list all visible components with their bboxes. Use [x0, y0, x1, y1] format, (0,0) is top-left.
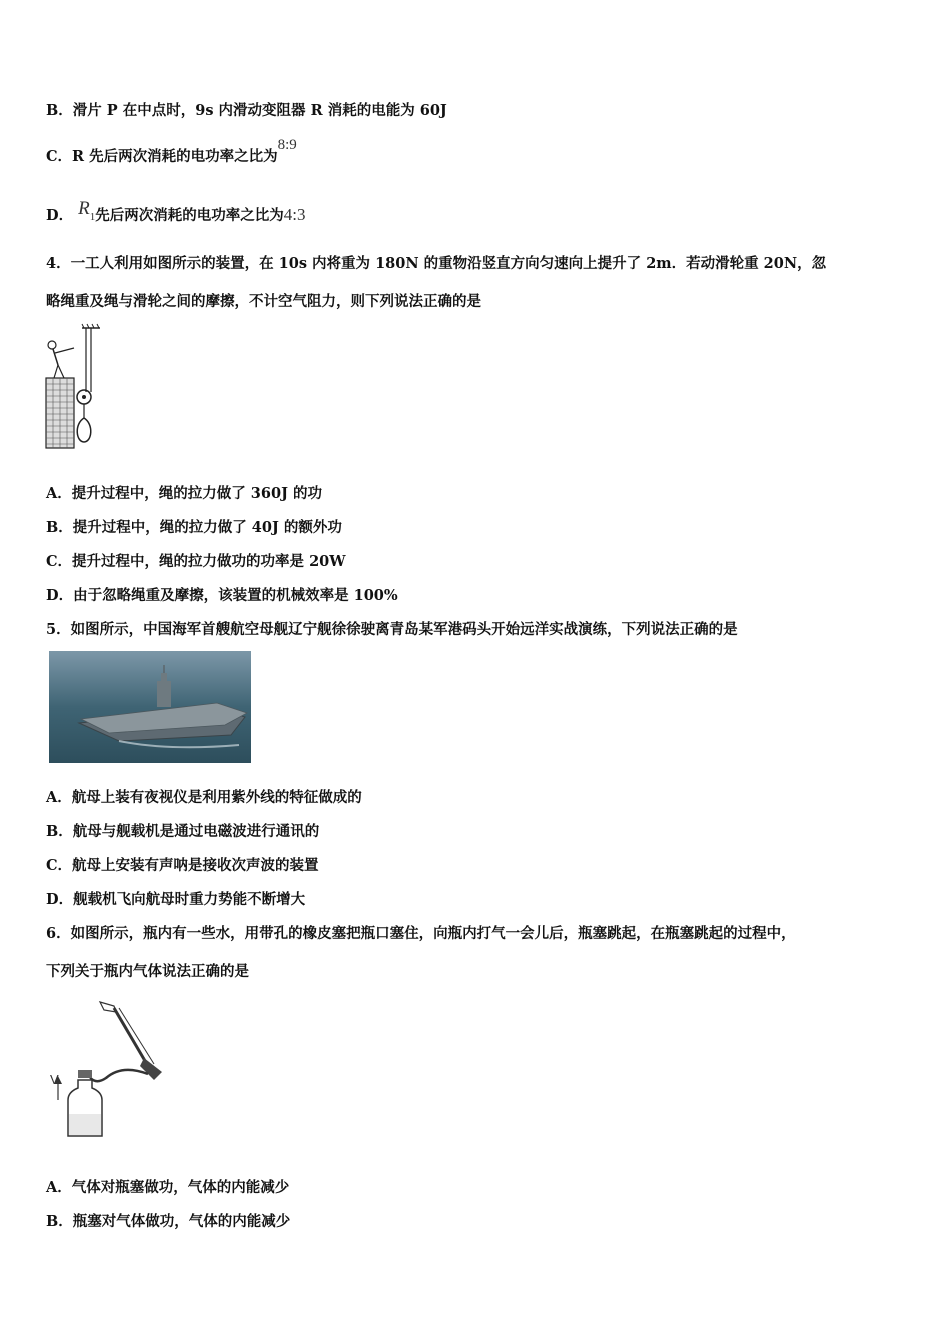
q5-option-c: C．航母上安装有声呐是接收次声波的装置: [46, 857, 319, 874]
velocity-label: V: [50, 1072, 59, 1087]
q5-option-d: D．舰载机飞向航母时重力势能不断增大: [46, 891, 306, 908]
q3-option-d-symbol: R: [78, 198, 90, 219]
q4-option-b: B．提升过程中，绳的拉力做了 40J 的额外功: [46, 519, 342, 536]
bottle-pump-figure: [44, 996, 170, 1144]
q3-option-b: B．滑片 P 在中点时，9s 内滑动变阻器 R 消耗的电能为 60J: [46, 102, 447, 119]
q4-option-d: D．由于忽略绳重及摩擦，该装置的机械效率是 100%: [46, 587, 398, 604]
q4-option-a: A．提升过程中，绳的拉力做了 360J 的功: [46, 485, 322, 502]
q3-option-d-ratio: 4:3: [283, 205, 306, 224]
q3-option-d-subscript: 1: [89, 211, 96, 223]
q4-stem-line2: 略绳重及绳与滑轮之间的摩擦，不计空气阻力，则下列说法正确的是: [46, 293, 481, 310]
q5-option-a: A．航母上装有夜视仪是利用紫外线的特征做成的: [46, 789, 362, 806]
q4-stem-line1: 4．一工人利用如图所示的装置，在 10s 内将重为 180N 的重物沿竖直方向匀速向上提升了 2m．若动滑轮重 20N，忽: [46, 255, 827, 272]
q4-option-c: C．提升过程中，绳的拉力做功的功率是 20W: [46, 553, 346, 570]
q6-stem-line1: 6．如图所示，瓶内有一些水，用带孔的橡皮塞把瓶口塞住，向瓶内打气一会儿后，瓶塞跳起，在瓶塞跳起的过程中，: [46, 925, 796, 942]
q5-stem: 5．如图所示，中国海军首艘航空母舰辽宁舰徐徐驶离青岛某军港码头开始远洋实战演练，下列说法正确的是: [46, 621, 738, 638]
aircraft-carrier-photo: [49, 651, 251, 763]
q6-option-a: A．气体对瓶塞做功，气体的内能减少: [46, 1179, 290, 1196]
q3-option-d-prefix: D．: [46, 207, 74, 224]
q3-option-d: [46, 198, 306, 227]
pulley-worker-figure: [44, 320, 110, 452]
q3-option-c: [46, 137, 297, 167]
q3-option-d-text: 先后两次消耗的电功率之比为: [95, 207, 284, 224]
q3-option-c-ratio: 8:9: [277, 137, 297, 153]
q6-stem-line2: 下列关于瓶内气体说法正确的是: [46, 963, 249, 980]
q5-option-b: B．航母与舰载机是通过电磁波进行通讯的: [46, 823, 320, 840]
q3-option-c-text: C．R 先后两次消耗的电功率之比为: [46, 148, 278, 165]
q6-option-b: B．瓶塞对气体做功，气体的内能减少: [46, 1213, 291, 1230]
